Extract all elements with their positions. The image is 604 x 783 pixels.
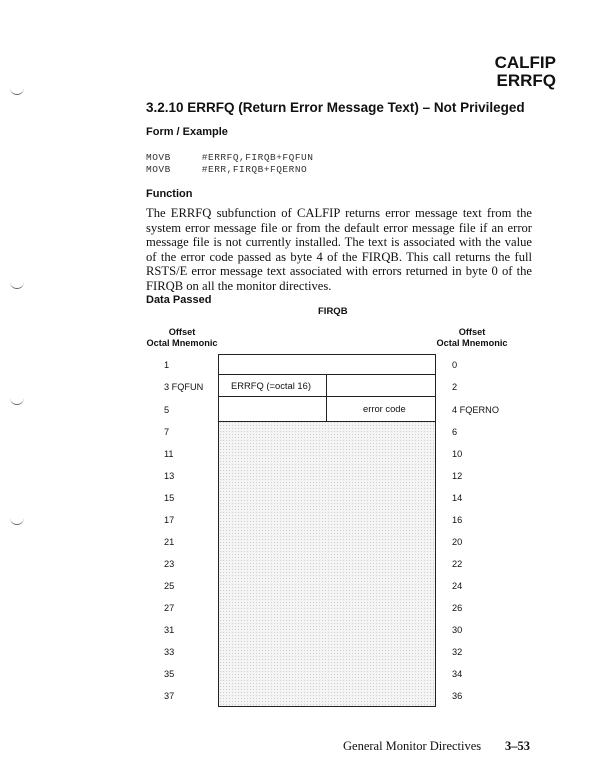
- left-offset-label: 7: [164, 427, 170, 437]
- right-offset-label: 30: [452, 625, 463, 635]
- page-number: 3–53: [505, 739, 530, 753]
- firqb-cell-fqfun: [218, 374, 328, 398]
- right-offset-label: 2: [452, 382, 458, 392]
- data-passed-label: Data Passed: [146, 294, 212, 306]
- left-offset-label: 31: [164, 625, 175, 635]
- left-offset-label: 33: [164, 647, 175, 657]
- function-paragraph: The ERRFQ subfunction of CALFIP returns error message text from the system error message file or from the default error message file if an error message file is not currently installed. The text is associated with the value of the error code passed as byte 4 of the FIRQB. This call returns the full RSTS/E error message text associated with errors returned in byte 0 of the FIRQB on all the monitor directives.: [146, 206, 532, 293]
- right-offset-label: 10: [452, 449, 463, 459]
- firqb-cell-fqerno: [326, 396, 436, 422]
- left-offset-label: 25: [164, 581, 175, 591]
- left-offset-label: 11: [164, 449, 174, 459]
- left-offset-label: 35: [164, 669, 175, 679]
- diagram-title: FIRQB: [318, 306, 348, 317]
- right-column-header: [430, 327, 514, 349]
- left-column-header: [140, 327, 224, 349]
- right-offset-label: 14: [452, 493, 463, 503]
- right-offset-label: 6: [452, 427, 458, 437]
- right-header-mnemonic: Octal Mnemonic: [436, 338, 508, 348]
- form-example-label: Form / Example: [146, 126, 228, 138]
- left-offset-label: 15: [164, 493, 175, 503]
- left-offset-label: 17: [164, 515, 175, 525]
- right-offset-label: 24: [452, 581, 463, 591]
- margin-mark: [10, 518, 24, 525]
- header-line1: CALFIP: [494, 53, 556, 72]
- left-offset-label: 23: [164, 559, 175, 569]
- code-line-2: MOVB #ERR,FIRQB+FQERNO: [146, 164, 308, 175]
- code-line-1: MOVB #ERRFQ,FIRQB+FQFUN: [146, 152, 314, 163]
- left-offset-label: 21: [164, 537, 175, 547]
- left-offset-label: 5: [164, 405, 170, 415]
- right-offset-label: 4 FQERNO: [452, 405, 499, 415]
- right-offset-label: 32: [452, 647, 463, 657]
- firqb-diagram: [218, 354, 436, 707]
- left-offset-label: 37: [164, 691, 175, 701]
- left-offset-label: 3 FQFUN: [164, 382, 204, 392]
- margin-mark: [10, 398, 24, 405]
- left-offset-label: 1: [164, 360, 170, 370]
- errfq-value-label: ERRFQ (=octal 16): [231, 380, 311, 391]
- right-header-offset: Offset: [458, 327, 486, 337]
- right-offset-label: 12: [452, 471, 463, 481]
- error-code-label: error code: [363, 403, 406, 414]
- section-title: 3.2.10 ERRFQ (Return Error Message Text) – Not Privileged: [146, 100, 525, 115]
- right-offset-label: 22: [452, 559, 463, 569]
- right-offset-label: 0: [452, 360, 458, 370]
- margin-mark: [10, 88, 24, 95]
- right-offset-label: 20: [452, 537, 463, 547]
- footer-title: General Monitor Directives: [343, 739, 482, 753]
- right-offset-label: 36: [452, 691, 463, 701]
- right-offset-label: 26: [452, 603, 463, 613]
- right-offset-label: 34: [452, 669, 463, 679]
- left-offset-label: 13: [164, 471, 175, 481]
- header-title: [495, 54, 556, 90]
- left-header-mnemonic: Octal Mnemonic: [146, 338, 218, 348]
- function-label: Function: [146, 188, 193, 200]
- margin-mark: [10, 282, 24, 289]
- header-line2: ERRFQ: [496, 71, 556, 90]
- left-offset-label: 27: [164, 603, 175, 613]
- firqb-cell-byte2: [326, 374, 436, 398]
- right-offset-label: 16: [452, 515, 463, 525]
- firqb-cell-byte5: [218, 396, 328, 422]
- firqb-row-0: [218, 354, 436, 376]
- left-header-offset: Offset: [168, 327, 196, 337]
